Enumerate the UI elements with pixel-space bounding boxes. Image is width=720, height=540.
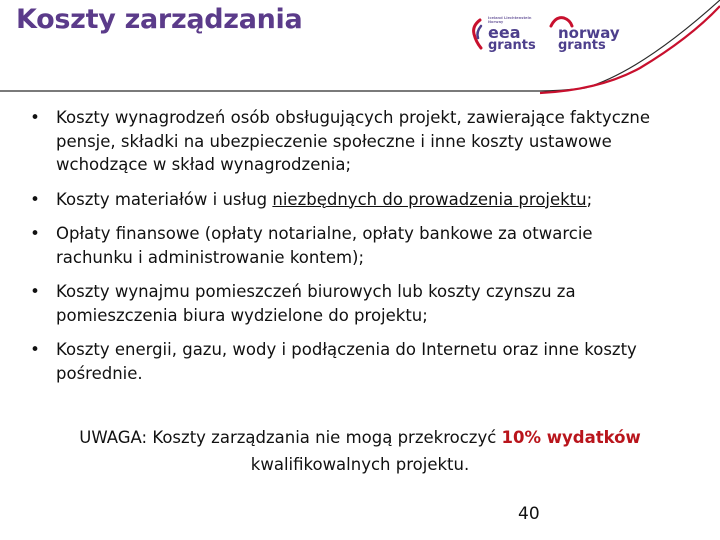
norway-grants-logo bbox=[548, 14, 620, 54]
eea-logo-icon bbox=[470, 16, 484, 52]
bullet-icon: • bbox=[30, 340, 40, 359]
warning-note bbox=[40, 424, 680, 478]
eea-logo-small-text: Iceland Liechtenstein Norway bbox=[488, 16, 532, 24]
list-item bbox=[28, 280, 664, 327]
list-item bbox=[28, 106, 664, 177]
list-item-text: Opłaty finansowe (opłaty notarialne, opłaty bankowe za otwarcie rachunku i administrowanie kontem); bbox=[56, 224, 593, 267]
page-title: Koszty zarządzania bbox=[16, 4, 303, 35]
list-item-text: Koszty energii, gazu, wody i podłączenia do Internetu oraz inne koszty pośrednie. bbox=[56, 340, 637, 383]
list-item bbox=[28, 188, 664, 212]
eea-logo-word: eea bbox=[488, 23, 521, 42]
note-text: UWAGA: Koszty zarządzania nie mogą przekroczyć bbox=[79, 428, 502, 447]
note-highlight: 10% wydatków bbox=[501, 428, 641, 447]
norway-logo-grants: grants bbox=[558, 38, 606, 53]
bullet-icon: • bbox=[30, 282, 40, 301]
eea-grants-logo bbox=[470, 14, 538, 54]
norway-logo-word: norway bbox=[558, 24, 620, 42]
list-item-text: Koszty wynajmu pomieszczeń biurowych lub koszty czynszu za pomieszczenia biura wydzielone do projektu; bbox=[56, 282, 576, 325]
list-item-text: Koszty wynagrodzeń osób obsługujących projekt, zawierające faktyczne pensje, składki na ubezpieczenie społeczne i inne koszty ustawowe wchodzące w skład wynagrodzenia; bbox=[56, 108, 651, 174]
note-text-end: kwalifikowalnych projektu. bbox=[250, 455, 470, 474]
list-item-underlined-text: niezbędnych do prowadzenia projektu bbox=[272, 189, 587, 209]
bullet-icon: • bbox=[30, 224, 40, 243]
cost-list bbox=[28, 106, 664, 396]
bullet-icon: • bbox=[30, 189, 40, 209]
page-number: 40 bbox=[518, 504, 540, 524]
list-item-text: Koszty materiałów i usług bbox=[56, 189, 273, 209]
bullet-icon: • bbox=[30, 108, 40, 127]
eea-logo-grants: grants bbox=[488, 38, 536, 53]
list-item bbox=[28, 338, 664, 385]
list-item-text-end: ; bbox=[586, 189, 593, 209]
list-item bbox=[28, 222, 664, 269]
